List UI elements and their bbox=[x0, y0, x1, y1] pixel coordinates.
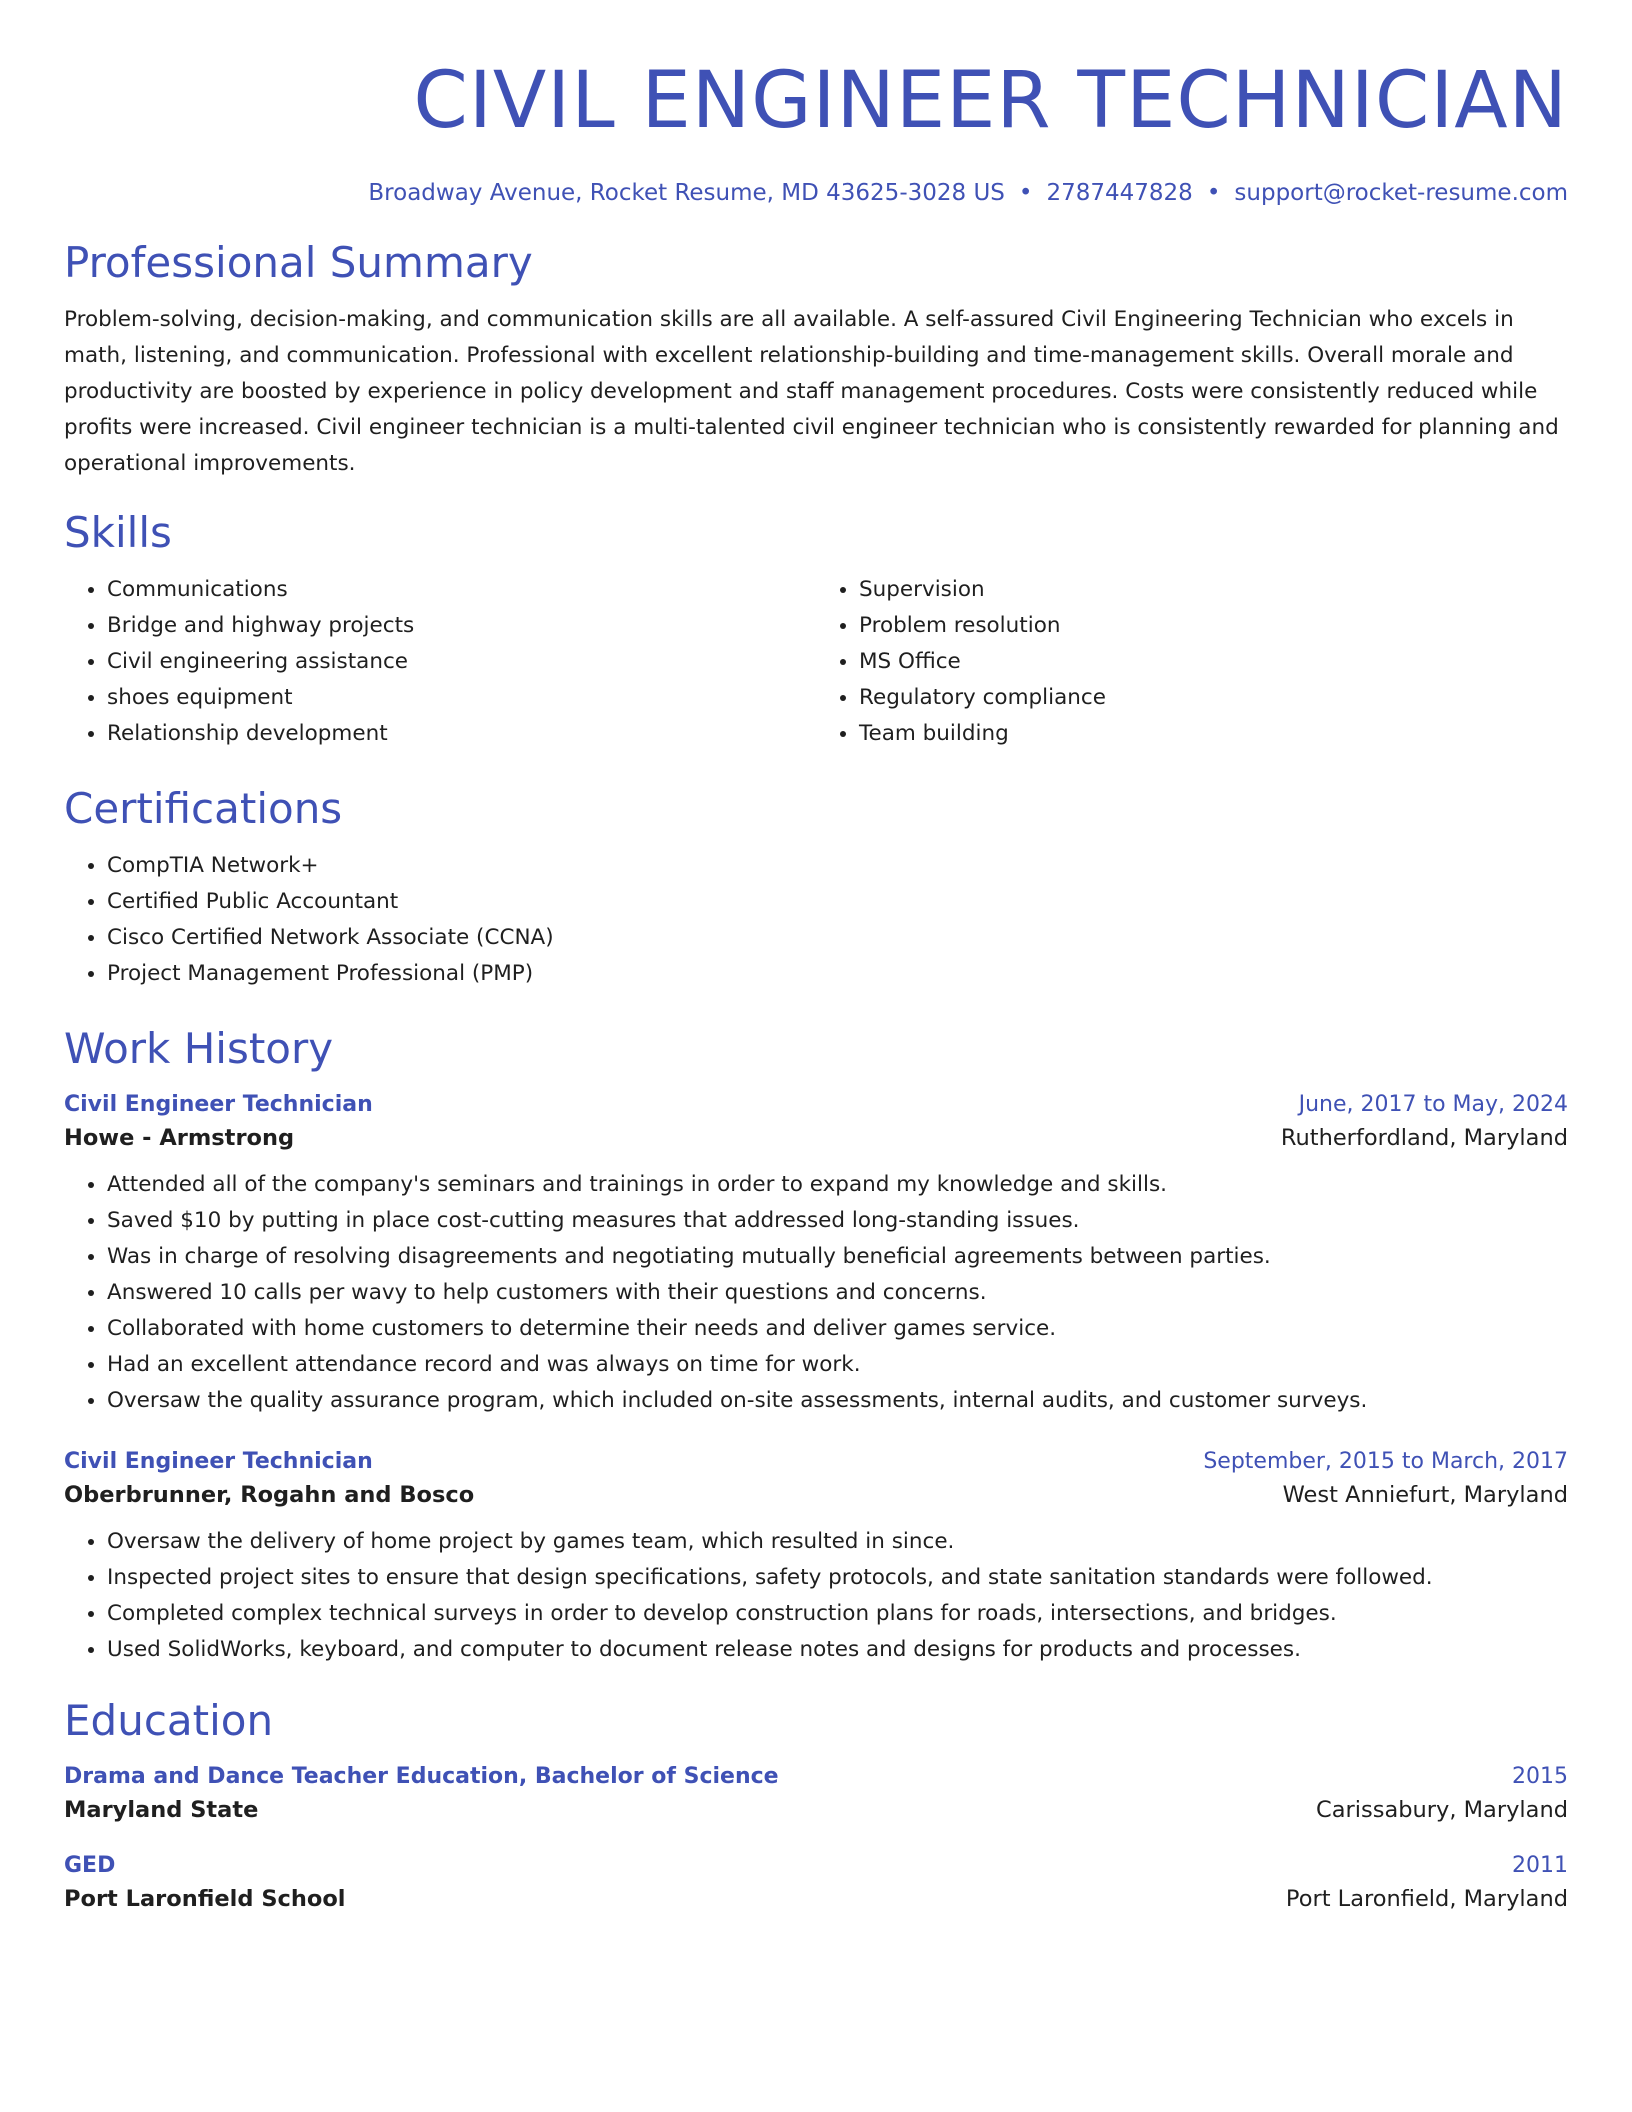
job-location: West Anniefurt, Maryland bbox=[1282, 1482, 1568, 1508]
skill-item: • Relationship development bbox=[107, 716, 816, 752]
job-bullet: • Had an excellent attendance record and was always on time for work. bbox=[107, 1347, 1568, 1383]
skill-item: • MS Office bbox=[859, 644, 1568, 680]
certifications-section bbox=[64, 784, 1568, 992]
skill-item: • Bridge and highway projects bbox=[107, 608, 816, 644]
education-school-row bbox=[64, 1886, 1568, 1912]
work-history-section bbox=[64, 1024, 1568, 1668]
job-bullet: • Was in charge of resolving disagreements and negotiating mutually beneficial agreements between parties. bbox=[107, 1239, 1568, 1275]
job-bullet: • Collaborated with home customers to determine their needs and deliver games service. bbox=[107, 1311, 1568, 1347]
job-bullets bbox=[64, 1524, 1568, 1668]
certification-item: • Certified Public Accountant bbox=[107, 884, 1568, 920]
section-heading-skills: Skills bbox=[64, 508, 172, 557]
education-degree: Drama and Dance Teacher Education, Bachelor of Science bbox=[64, 1764, 779, 1789]
contact-line bbox=[64, 180, 1568, 206]
education-year: 2011 bbox=[1512, 1853, 1568, 1878]
certifications-list bbox=[64, 848, 1568, 992]
skill-item: • Civil engineering assistance bbox=[107, 644, 816, 680]
job-company-row bbox=[64, 1482, 1568, 1508]
job-bullet: • Oversaw the delivery of home project by games team, which resulted in since. bbox=[107, 1524, 1568, 1560]
education-school: Port Laronfield School bbox=[64, 1886, 346, 1912]
job-bullet: • Used SolidWorks, keyboard, and computer to document release notes and designs for products and processes. bbox=[107, 1632, 1568, 1668]
section-heading-work-history: Work History bbox=[64, 1024, 334, 1073]
skill-item: • Team building bbox=[859, 716, 1568, 752]
skill-item: • Problem resolution bbox=[859, 608, 1568, 644]
job-dates: September, 2015 to March, 2017 bbox=[1203, 1449, 1568, 1474]
education-section bbox=[64, 1696, 1568, 1912]
certification-item: • CompTIA Network+ bbox=[107, 848, 1568, 884]
summary-text: Problem-solving, decision-making, and communication skills are all available. A self-assured Civil Engineering Technician who excels in math, listening, and communication. Professional with excellent relationship-building and time-management skills. Overall morale and productivity are boosted by experience in policy development and staff management procedures. Costs were consistently reduced while profits were increased. Civil engineer technician is a multi-talented civil engineer technician who is consistently rewarded for planning and operational improvements. bbox=[64, 307, 1559, 476]
job-title-row bbox=[64, 1092, 1568, 1117]
section-heading-summary: Professional Summary bbox=[64, 238, 533, 287]
contact-address: Broadway Avenue, Rocket Resume, MD 43625-3028 US bbox=[368, 180, 1005, 206]
education-school: Maryland State bbox=[64, 1797, 259, 1823]
skills-list-left bbox=[64, 572, 816, 752]
job-entry bbox=[64, 1092, 1568, 1419]
job-title-row bbox=[64, 1449, 1568, 1474]
resume-header bbox=[64, 56, 1568, 206]
job-title: Civil Engineer Technician bbox=[64, 1092, 373, 1117]
summary-section bbox=[64, 238, 1568, 482]
skills-section bbox=[64, 508, 1568, 752]
section-heading-certifications: Certifications bbox=[64, 784, 343, 833]
education-location: Carissabury, Maryland bbox=[1316, 1797, 1568, 1823]
contact-separator: • bbox=[1206, 180, 1221, 206]
job-entry bbox=[64, 1449, 1568, 1668]
education-entry bbox=[64, 1853, 1568, 1912]
contact-phone: 2787447828 bbox=[1046, 180, 1193, 206]
skill-item: • Communications bbox=[107, 572, 816, 608]
job-bullet: • Oversaw the quality assurance program, which included on-site assessments, internal audits, and customer surveys. bbox=[107, 1383, 1568, 1419]
skills-list-right bbox=[816, 572, 1568, 752]
job-bullet: • Completed complex technical surveys in order to develop construction plans for roads, intersections, and bridges. bbox=[107, 1596, 1568, 1632]
job-location: Rutherfordland, Maryland bbox=[1280, 1125, 1568, 1151]
certification-item: • Cisco Certified Network Associate (CCNA) bbox=[107, 920, 1568, 956]
candidate-title: CIVIL ENGINEER TECHNICIAN bbox=[413, 56, 1568, 146]
education-degree-row bbox=[64, 1764, 1568, 1789]
education-entry bbox=[64, 1764, 1568, 1823]
education-year: 2015 bbox=[1512, 1764, 1568, 1789]
job-company: Howe - Armstrong bbox=[64, 1125, 295, 1151]
skill-item: • Supervision bbox=[859, 572, 1568, 608]
contact-email: support@rocket-resume.com bbox=[1234, 180, 1568, 206]
job-dates: June, 2017 to May, 2024 bbox=[1298, 1092, 1568, 1117]
education-school-row bbox=[64, 1797, 1568, 1823]
skill-item: • shoes equipment bbox=[107, 680, 816, 716]
skill-item: • Regulatory compliance bbox=[859, 680, 1568, 716]
education-degree-row bbox=[64, 1853, 1568, 1878]
section-heading-education: Education bbox=[64, 1696, 274, 1745]
job-company: Oberbrunner, Rogahn and Bosco bbox=[64, 1482, 475, 1508]
job-bullet: • Attended all of the company's seminars and trainings in order to expand my knowledge and skills. bbox=[107, 1167, 1568, 1203]
education-degree: GED bbox=[64, 1853, 116, 1878]
job-bullet: • Inspected project sites to ensure that design specifications, safety protocols, and state sanitation standards were followed. bbox=[107, 1560, 1568, 1596]
contact-separator: • bbox=[1018, 180, 1033, 206]
skills-columns bbox=[64, 572, 1568, 752]
job-bullet: • Saved $10 by putting in place cost-cutting measures that addressed long-standing issues. bbox=[107, 1203, 1568, 1239]
certification-item: • Project Management Professional (PMP) bbox=[107, 956, 1568, 992]
job-title: Civil Engineer Technician bbox=[64, 1449, 373, 1474]
job-company-row bbox=[64, 1125, 1568, 1151]
education-location: Port Laronfield, Maryland bbox=[1285, 1886, 1568, 1912]
job-bullet: • Answered 10 calls per wavy to help customers with their questions and concerns. bbox=[107, 1275, 1568, 1311]
job-bullets bbox=[64, 1167, 1568, 1419]
